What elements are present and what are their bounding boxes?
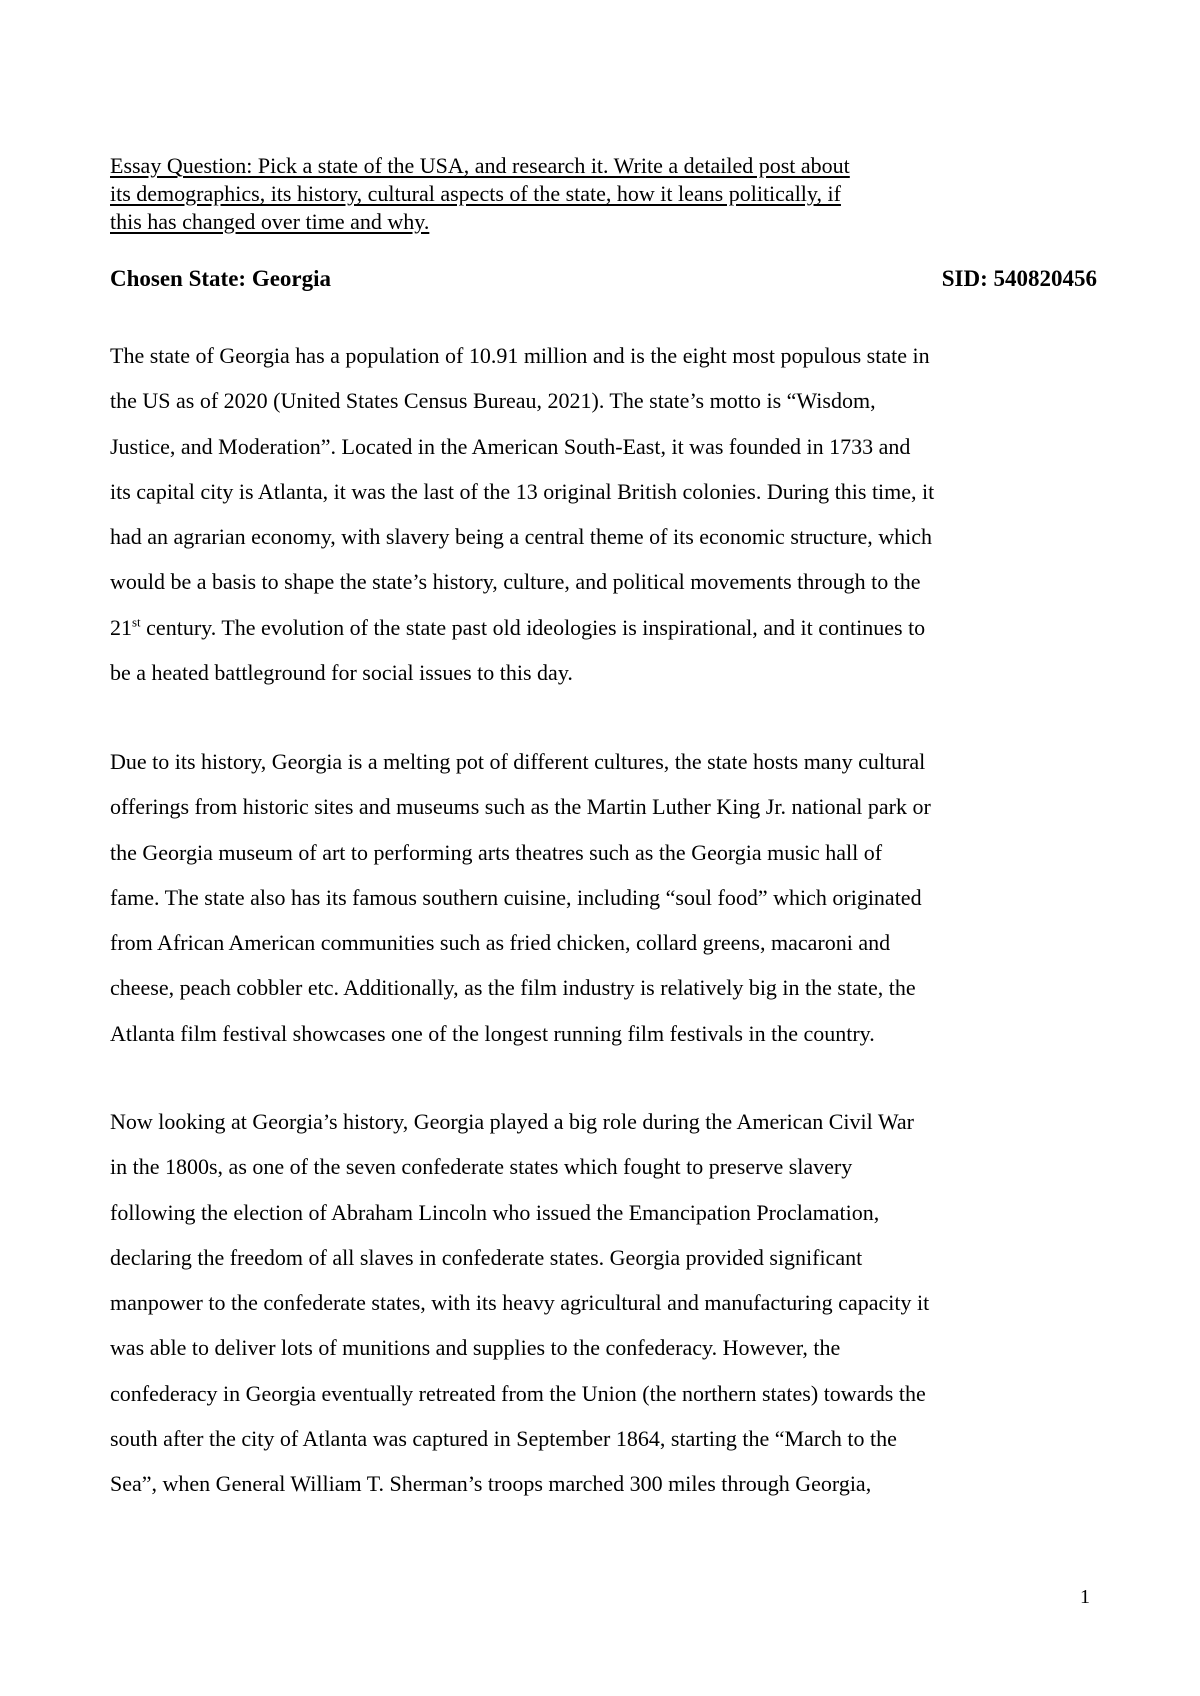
text-line: its capital city is Atlanta, it was the last of the 13 original British colonies. During this time, it (110, 478, 935, 504)
text-line: Due to its history, Georgia is a melting pot of different cultures, the state hosts many cultural (110, 749, 926, 774)
century-number: 21 (110, 614, 132, 640)
text-line: in the 1800s, as one of the seven confederate states which fought to preserve slavery (110, 1154, 853, 1180)
text-line: was able to deliver lots of munitions and supplies to the confederacy. However, the (110, 1335, 841, 1361)
text-line: following the election of Abraham Lincoln who issued the Emancipation Proclamation, (110, 1199, 880, 1225)
text-line: Atlanta film festival showcases one of the longest running film festivals in the country. (110, 1020, 875, 1046)
paragraph-history (110, 1099, 1100, 1507)
chosen-state-label: Chosen State: Georgia (110, 266, 332, 291)
text-line: Now looking at Georgia’s history, Georgia played a big role during the American Civil War (110, 1109, 914, 1134)
essay-question-line: its demographics, its history, cultural aspects of the state, how it leans politically, if (110, 181, 841, 206)
text-line: would be a basis to shape the state’s history, culture, and political movements through to the (110, 569, 921, 595)
text-line: The state of Georgia has a population of 10.91 million and is the eight most populous state in (110, 343, 930, 368)
text-line: had an agrarian economy, with slavery being a central theme of its economic structure, which (110, 524, 933, 550)
text-line: fame. The state also has its famous southern cuisine, including “soul food” which originated (110, 884, 922, 910)
text-line: Sea”, when General William T. Sherman’s troops marched 300 miles through Georgia, (110, 1471, 872, 1497)
text-line: from African American communities such as fried chicken, collard greens, macaroni and (110, 930, 891, 956)
header-row (110, 264, 1097, 294)
essay-question (110, 152, 1090, 236)
text-line: manpower to the confederate states, with its heavy agricultural and manufacturing capacity it (110, 1290, 930, 1316)
text-line: confederacy in Georgia eventually retreated from the Union (the northern states) towards the (110, 1380, 926, 1406)
text-line: offerings from historic sites and museums such as the Martin Luther King Jr. national park or (110, 794, 931, 820)
essay-question-line: this has changed over time and why. (110, 209, 430, 234)
paragraph-culture (110, 739, 1100, 1056)
text-line: south after the city of Atlanta was captured in September 1864, starting the “March to the (110, 1426, 897, 1452)
text-line: the Georgia museum of art to performing arts theatres such as the Georgia music hall of (110, 839, 883, 865)
ordinal-superscript: st (132, 614, 141, 630)
student-id: SID: 540820456 (941, 266, 1097, 291)
text-line: declaring the freedom of all slaves in confederate states. Georgia provided significant (110, 1244, 863, 1270)
text-line: be a heated battleground for social issues to this day. (110, 660, 573, 686)
page-number: 1 (1080, 1586, 1090, 1608)
essay-question-line: Essay Question: Pick a state of the USA, and research it. Write a detailed post about (110, 153, 850, 178)
text-line: cheese, peach cobbler etc. Additionally, as the film industry is relatively big in the state, the (110, 975, 916, 1001)
paragraph-introduction (110, 333, 1100, 695)
text-line: the US as of 2020 (United States Census Bureau, 2021). The state’s motto is “Wisdom, (110, 388, 876, 414)
text-line: Justice, and Moderation”. Located in the American South-East, it was founded in 1733 and (110, 433, 911, 459)
century-line-rest: century. The evolution of the state past old ideologies is inspirational, and it continues to (140, 614, 926, 640)
text-line (110, 605, 1100, 650)
